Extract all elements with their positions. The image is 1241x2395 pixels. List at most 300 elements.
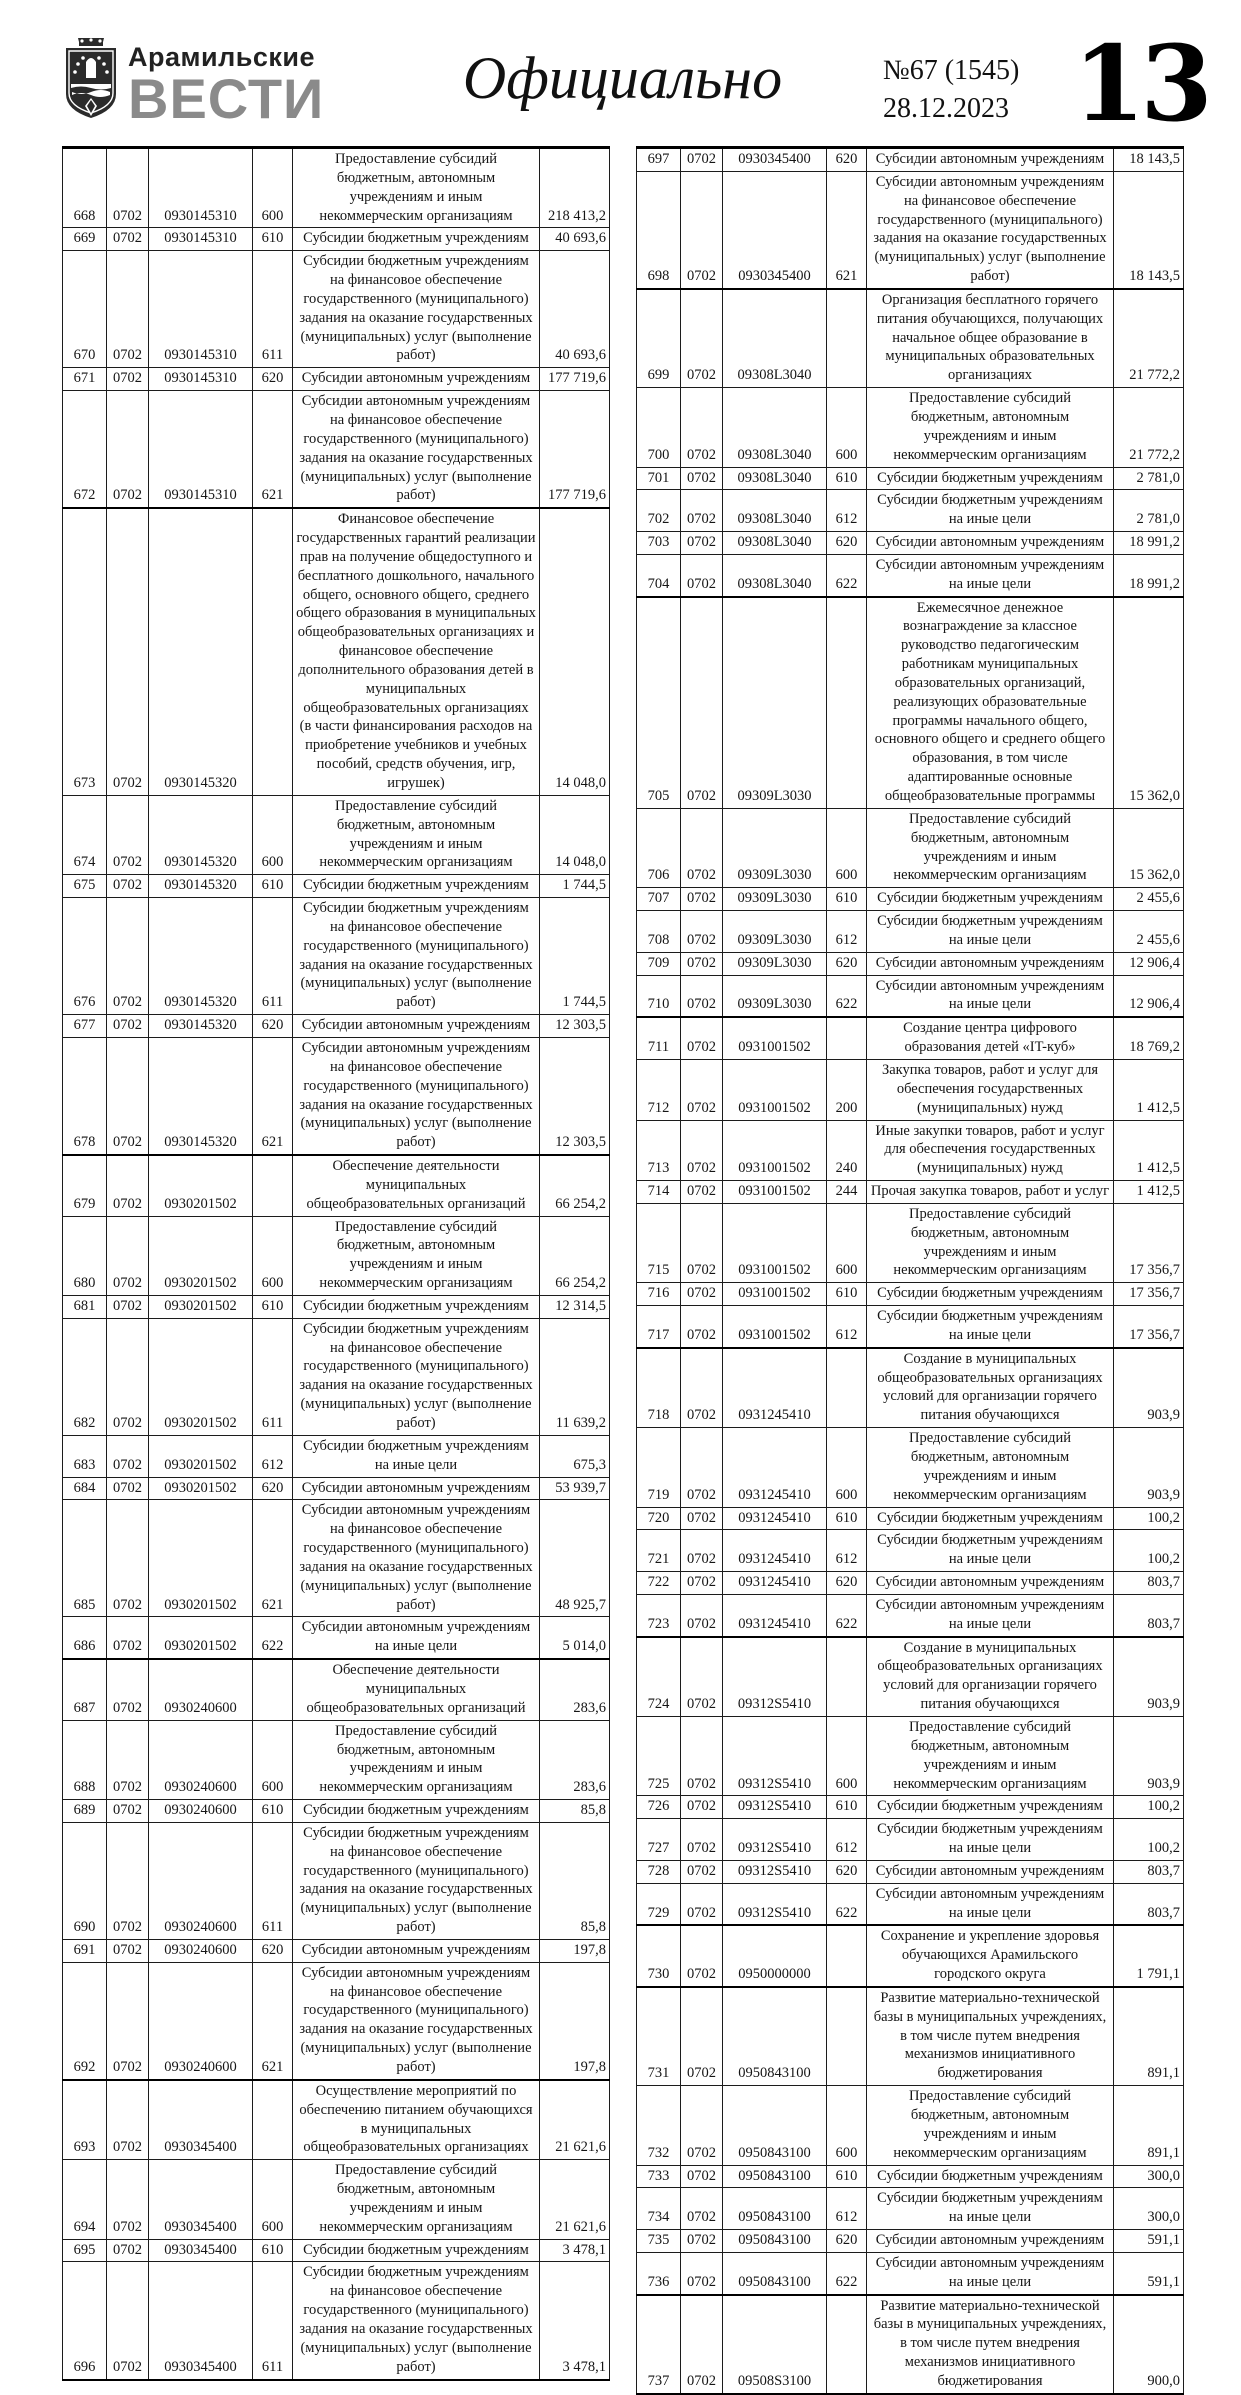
description-cell: Субсидии автономным учреждениям на финансовое обеспечение государственного (муниципального) задания на оказание государственных (муниципальных) услуг (выполнение работ) xyxy=(293,1037,540,1155)
section-code-cell: 0702 xyxy=(107,795,149,874)
row-number-cell: 735 xyxy=(637,2230,681,2253)
amount-cell: 21 621,6 xyxy=(540,2080,610,2160)
row-number-cell: 719 xyxy=(637,1428,681,1507)
program-code-cell: 09309L3030 xyxy=(723,975,827,1017)
section-code-cell: 0702 xyxy=(681,1819,723,1861)
program-code-cell: 0950843100 xyxy=(723,2188,827,2230)
expense-type-cell xyxy=(827,1987,867,2086)
expense-type-cell: 244 xyxy=(827,1181,867,1204)
program-code-cell: 0930145320 xyxy=(149,1037,253,1155)
program-code-cell: 0931245410 xyxy=(723,1428,827,1507)
program-code-cell: 0931001502 xyxy=(723,1283,827,1306)
section-code-cell: 0702 xyxy=(107,391,149,509)
expense-type-cell: 600 xyxy=(253,795,293,874)
description-cell: Субсидии автономным учреждениям xyxy=(867,952,1114,975)
program-code-cell: 0930201502 xyxy=(149,1155,253,1216)
table-row xyxy=(637,1987,1184,2086)
section-code-cell: 0702 xyxy=(107,1216,149,1295)
amount-cell: 15 362,0 xyxy=(1114,597,1184,809)
expense-type-cell: 620 xyxy=(827,1572,867,1595)
amount-cell: 283,6 xyxy=(540,1659,610,1720)
section-code-cell: 0702 xyxy=(681,1120,723,1181)
expense-type-cell: 600 xyxy=(827,2086,867,2165)
table-row xyxy=(637,532,1184,555)
table-row xyxy=(637,1306,1184,1348)
amount-cell: 803,7 xyxy=(1114,1883,1184,1925)
description-cell: Предоставление субсидий бюджетным, автономным учреждениям и иным некоммерческим организациям xyxy=(867,1203,1114,1282)
table-row xyxy=(63,1435,610,1477)
amount-cell: 803,7 xyxy=(1114,1594,1184,1636)
amount-cell: 14 048,0 xyxy=(540,795,610,874)
row-number-cell: 705 xyxy=(637,597,681,809)
program-code-cell: 09309L3030 xyxy=(723,911,827,953)
program-code-cell: 0930201502 xyxy=(149,1295,253,1318)
row-number-cell: 691 xyxy=(63,1939,107,1962)
description-cell: Субсидии автономным учреждениям на иные цели xyxy=(867,975,1114,1017)
section-code-cell: 0702 xyxy=(107,1720,149,1799)
section-code-cell: 0702 xyxy=(681,1530,723,1572)
description-cell: Субсидии бюджетным учреждениям на иные цели xyxy=(867,1819,1114,1861)
section-code-cell: 0702 xyxy=(681,171,723,289)
description-cell: Субсидии бюджетным учреждениям xyxy=(867,467,1114,490)
description-cell: Субсидии бюджетным учреждениям xyxy=(293,1800,540,1823)
description-cell: Предоставление субсидий бюджетным, автономным учреждениям и иным некоммерческим организациям xyxy=(293,1216,540,1295)
row-number-cell: 678 xyxy=(63,1037,107,1155)
expense-type-cell: 610 xyxy=(827,1507,867,1530)
table-row xyxy=(637,1059,1184,1120)
program-code-cell: 09508S3100 xyxy=(723,2295,827,2394)
description-cell: Субсидии автономным учреждениям на иные цели xyxy=(867,1594,1114,1636)
table-row xyxy=(63,1477,610,1500)
expense-type-cell xyxy=(827,1348,867,1428)
description-cell: Закупка товаров, работ и услуг для обеспечения государственных (муниципальных) нужд xyxy=(867,1059,1114,1120)
section-code-cell: 0702 xyxy=(107,1939,149,1962)
description-cell: Субсидии бюджетным учреждениям на иные цели xyxy=(867,490,1114,532)
program-code-cell: 0950843100 xyxy=(723,2165,827,2188)
amount-cell: 1 791,1 xyxy=(1114,1925,1184,1987)
description-cell: Создание центра цифрового образования детей «IT-куб» xyxy=(867,1017,1114,1059)
table-row xyxy=(63,228,610,251)
program-code-cell: 0931245410 xyxy=(723,1530,827,1572)
row-number-cell: 693 xyxy=(63,2080,107,2160)
expense-type-cell: 612 xyxy=(827,1530,867,1572)
row-number-cell: 669 xyxy=(63,228,107,251)
program-code-cell: 09309L3030 xyxy=(723,808,827,887)
masthead xyxy=(62,22,1208,145)
description-cell: Субсидии автономным учреждениям на финансовое обеспечение государственного (муниципального) задания на оказание государственных (муниципальных) услуг (выполнение работ) xyxy=(293,1962,540,2080)
amount-cell: 17 356,7 xyxy=(1114,1203,1184,1282)
amount-cell: 900,0 xyxy=(1114,2295,1184,2394)
amount-cell: 12 906,4 xyxy=(1114,975,1184,1017)
program-code-cell: 09312S5410 xyxy=(723,1860,827,1883)
section-code-cell: 0702 xyxy=(681,1883,723,1925)
row-number-cell: 715 xyxy=(637,1203,681,1282)
row-number-cell: 706 xyxy=(637,808,681,887)
amount-cell: 1 744,5 xyxy=(540,898,610,1015)
program-code-cell: 0930145310 xyxy=(149,148,253,228)
program-code-cell: 0930145320 xyxy=(149,795,253,874)
expense-type-cell: 600 xyxy=(253,2160,293,2239)
expense-type-cell: 620 xyxy=(253,1477,293,1500)
description-cell: Субсидии бюджетным учреждениям xyxy=(867,2165,1114,2188)
row-number-cell: 731 xyxy=(637,1987,681,2086)
description-cell: Субсидии автономным учреждениям на иные цели xyxy=(293,1617,540,1659)
description-cell: Субсидии бюджетным учреждениям xyxy=(867,1507,1114,1530)
amount-cell: 3 478,1 xyxy=(540,2262,610,2380)
amount-cell: 11 639,2 xyxy=(540,1318,610,1435)
row-number-cell: 732 xyxy=(637,2086,681,2165)
expense-type-cell xyxy=(827,597,867,809)
table-row xyxy=(63,251,610,368)
table-row xyxy=(637,467,1184,490)
section-code-cell: 0702 xyxy=(107,1318,149,1435)
table-row xyxy=(63,1617,610,1659)
table-row xyxy=(63,1939,610,1962)
row-number-cell: 690 xyxy=(63,1822,107,1939)
row-number-cell: 718 xyxy=(637,1348,681,1428)
section-code-cell: 0702 xyxy=(681,1348,723,1428)
amount-cell: 18 143,5 xyxy=(1114,171,1184,289)
expense-type-cell: 620 xyxy=(827,952,867,975)
program-code-cell: 0931245410 xyxy=(723,1594,827,1636)
issue-number: №67 (1545) xyxy=(883,55,1020,86)
table-row xyxy=(637,888,1184,911)
table-row xyxy=(637,148,1184,172)
section-code-cell: 0702 xyxy=(681,597,723,809)
table-row xyxy=(637,911,1184,953)
description-cell: Осуществление мероприятий по обеспечению питанием обучающихся в муниципальных общеобразовательных организациях xyxy=(293,2080,540,2160)
row-number-cell: 712 xyxy=(637,1059,681,1120)
description-cell: Субсидии бюджетным учреждениям на иные цели xyxy=(867,2188,1114,2230)
row-number-cell: 689 xyxy=(63,1800,107,1823)
table-row xyxy=(637,171,1184,289)
table-row xyxy=(637,1594,1184,1636)
program-code-cell: 0930345400 xyxy=(149,2080,253,2160)
expense-type-cell: 612 xyxy=(827,911,867,953)
description-cell: Предоставление субсидий бюджетным, автономным учреждениям и иным некоммерческим организациям xyxy=(867,808,1114,887)
description-cell: Предоставление субсидий бюджетным, автономным учреждениям и иным некоммерческим организациям xyxy=(867,1428,1114,1507)
row-number-cell: 686 xyxy=(63,1617,107,1659)
program-code-cell: 09308L3040 xyxy=(723,532,827,555)
program-code-cell: 0931001502 xyxy=(723,1120,827,1181)
amount-cell: 21 772,2 xyxy=(1114,289,1184,388)
table-row xyxy=(63,1659,610,1720)
description-cell: Субсидии автономным учреждениям на финансовое обеспечение государственного (муниципального) задания на оказание государственных (муниципальных) услуг (выполнение работ) xyxy=(293,391,540,509)
section-code-cell: 0702 xyxy=(107,148,149,228)
program-code-cell: 0930201502 xyxy=(149,1435,253,1477)
table-row xyxy=(637,554,1184,596)
amount-cell: 5 014,0 xyxy=(540,1617,610,1659)
description-cell: Субсидии бюджетным учреждениям на финансовое обеспечение государственного (муниципального) задания на оказание государственных (муниципальных) услуг (выполнение работ) xyxy=(293,1318,540,1435)
description-cell: Субсидии автономным учреждениям на иные цели xyxy=(867,1883,1114,1925)
row-number-cell: 685 xyxy=(63,1500,107,1617)
description-cell: Субсидии бюджетным учреждениям xyxy=(867,1283,1114,1306)
section-title: Официально xyxy=(462,45,783,111)
expense-type-cell: 600 xyxy=(827,1716,867,1795)
expense-type-cell: 611 xyxy=(253,1822,293,1939)
amount-cell: 12 906,4 xyxy=(1114,952,1184,975)
table-row xyxy=(637,1507,1184,1530)
expense-type-cell: 620 xyxy=(253,368,293,391)
expense-type-cell: 610 xyxy=(827,888,867,911)
amount-cell: 177 719,6 xyxy=(540,368,610,391)
program-code-cell: 0931245410 xyxy=(723,1348,827,1428)
amount-cell: 218 413,2 xyxy=(540,148,610,228)
expense-type-cell: 610 xyxy=(253,875,293,898)
program-code-cell: 0950843100 xyxy=(723,2230,827,2253)
table-row xyxy=(63,508,610,795)
expense-type-cell: 610 xyxy=(827,2165,867,2188)
row-number-cell: 701 xyxy=(637,467,681,490)
table-row xyxy=(637,975,1184,1017)
section-code-cell: 0702 xyxy=(681,1925,723,1987)
table-row xyxy=(637,1283,1184,1306)
table-row xyxy=(63,148,610,228)
section-code-cell: 0702 xyxy=(681,1306,723,1348)
section-code-cell: 0702 xyxy=(681,2230,723,2253)
amount-cell: 803,7 xyxy=(1114,1572,1184,1595)
section-code-cell: 0702 xyxy=(107,1822,149,1939)
program-code-cell: 0931001502 xyxy=(723,1203,827,1282)
description-cell: Предоставление субсидий бюджетным, автономным учреждениям и иным некоммерческим организациям xyxy=(293,795,540,874)
section-code-cell: 0702 xyxy=(107,251,149,368)
expense-type-cell: 610 xyxy=(253,2239,293,2262)
table-row xyxy=(63,875,610,898)
section-code-cell: 0702 xyxy=(681,1637,723,1717)
amount-cell: 17 356,7 xyxy=(1114,1283,1184,1306)
expense-type-cell: 610 xyxy=(827,1283,867,1306)
amount-cell: 100,2 xyxy=(1114,1507,1184,1530)
program-code-cell: 0950843100 xyxy=(723,2252,827,2294)
budget-table-right xyxy=(636,146,1184,2395)
section-code-cell: 0702 xyxy=(681,148,723,172)
expense-type-cell: 620 xyxy=(253,1015,293,1038)
expense-type-cell: 611 xyxy=(253,2262,293,2380)
expense-type-cell: 621 xyxy=(253,391,293,509)
description-cell: Субсидии бюджетным учреждениям на иные цели xyxy=(867,1530,1114,1572)
program-code-cell: 0931001502 xyxy=(723,1181,827,1204)
program-code-cell: 09308L3040 xyxy=(723,388,827,467)
section-code-cell: 0702 xyxy=(681,1428,723,1507)
row-number-cell: 677 xyxy=(63,1015,107,1038)
description-cell: Субсидии бюджетным учреждениям xyxy=(867,1796,1114,1819)
issue-block xyxy=(883,34,1073,128)
amount-cell: 100,2 xyxy=(1114,1530,1184,1572)
program-code-cell: 0930201502 xyxy=(149,1216,253,1295)
section-code-cell: 0702 xyxy=(681,1181,723,1204)
description-cell: Субсидии автономным учреждениям xyxy=(867,148,1114,172)
table-row xyxy=(63,2080,610,2160)
expense-type-cell: 611 xyxy=(253,898,293,1015)
table-row xyxy=(637,952,1184,975)
program-code-cell: 0930240600 xyxy=(149,1800,253,1823)
program-code-cell: 09308L3040 xyxy=(723,289,827,388)
section-code-cell: 0702 xyxy=(107,1295,149,1318)
description-cell: Субсидии бюджетным учреждениям на иные цели xyxy=(293,1435,540,1477)
description-cell: Субсидии бюджетным учреждениям xyxy=(867,888,1114,911)
table-row xyxy=(637,1925,1184,1987)
amount-cell: 40 693,6 xyxy=(540,251,610,368)
section-code-cell: 0702 xyxy=(681,2188,723,2230)
amount-cell: 66 254,2 xyxy=(540,1216,610,1295)
expense-type-cell: 621 xyxy=(253,1500,293,1617)
expense-type-cell xyxy=(827,1017,867,1059)
amount-cell: 903,9 xyxy=(1114,1716,1184,1795)
table-row xyxy=(637,490,1184,532)
description-cell: Финансовое обеспечение государственных гарантий реализации прав на получение общедоступного и бесплатного дошкольного, начального общего, основного общего, среднего общего образования в муниципальных общеобразовательных организациях и финансовое обеспечение дополнительного образования детей в муниципальных общеобразовательных организациях (в части финансирования расходов на приобретение учебников и учебных пособий, средств обучения, игр, игрушек) xyxy=(293,508,540,795)
amount-cell: 1 412,5 xyxy=(1114,1120,1184,1181)
newspaper-logo xyxy=(62,34,362,130)
logo-title-top: Арамильские xyxy=(128,42,315,72)
table-row xyxy=(637,1860,1184,1883)
row-number-cell: 682 xyxy=(63,1318,107,1435)
description-cell: Субсидии автономным учреждениям на финансовое обеспечение государственного (муниципального) задания на оказание государственных (муниципальных) услуг (выполнение работ) xyxy=(867,171,1114,289)
row-number-cell: 674 xyxy=(63,795,107,874)
row-number-cell: 700 xyxy=(637,388,681,467)
amount-cell: 14 048,0 xyxy=(540,508,610,795)
amount-cell: 675,3 xyxy=(540,1435,610,1477)
row-number-cell: 694 xyxy=(63,2160,107,2239)
section-code-cell: 0702 xyxy=(107,2080,149,2160)
amount-cell: 100,2 xyxy=(1114,1819,1184,1861)
amount-cell: 591,1 xyxy=(1114,2252,1184,2294)
expense-type-cell: 620 xyxy=(827,1860,867,1883)
section-code-cell: 0702 xyxy=(107,875,149,898)
row-number-cell: 699 xyxy=(637,289,681,388)
program-code-cell: 0930145320 xyxy=(149,875,253,898)
row-number-cell: 670 xyxy=(63,251,107,368)
section-code-cell: 0702 xyxy=(681,467,723,490)
expense-type-cell: 610 xyxy=(253,228,293,251)
amount-cell: 12 314,5 xyxy=(540,1295,610,1318)
row-number-cell: 684 xyxy=(63,1477,107,1500)
expense-type-cell: 612 xyxy=(827,490,867,532)
description-cell: Субсидии автономным учреждениям xyxy=(293,1477,540,1500)
expense-type-cell: 620 xyxy=(827,532,867,555)
row-number-cell: 726 xyxy=(637,1796,681,1819)
table-row xyxy=(637,1428,1184,1507)
section-code-cell: 0702 xyxy=(681,1594,723,1636)
program-code-cell: 0930201502 xyxy=(149,1477,253,1500)
expense-type-cell xyxy=(827,1637,867,1717)
table-row xyxy=(63,1015,610,1038)
description-cell: Создание в муниципальных общеобразовательных организациях условий для организации горячего питания обучающихся xyxy=(867,1637,1114,1717)
table-row xyxy=(63,1962,610,2080)
amount-cell: 891,1 xyxy=(1114,1987,1184,2086)
amount-cell: 53 939,7 xyxy=(540,1477,610,1500)
table-row xyxy=(63,1720,610,1799)
row-number-cell: 697 xyxy=(637,148,681,172)
program-code-cell: 0930201502 xyxy=(149,1318,253,1435)
program-code-cell: 0930240600 xyxy=(149,1720,253,1799)
expense-type-cell xyxy=(827,1925,867,1987)
row-number-cell: 680 xyxy=(63,1216,107,1295)
row-number-cell: 724 xyxy=(637,1637,681,1717)
program-code-cell: 09309L3030 xyxy=(723,952,827,975)
row-number-cell: 723 xyxy=(637,1594,681,1636)
row-number-cell: 698 xyxy=(637,171,681,289)
table-row xyxy=(63,1216,610,1295)
table-row xyxy=(637,2188,1184,2230)
section-code-cell: 0702 xyxy=(681,532,723,555)
table-row xyxy=(637,1530,1184,1572)
row-number-cell: 721 xyxy=(637,1530,681,1572)
row-number-cell: 679 xyxy=(63,1155,107,1216)
row-number-cell: 695 xyxy=(63,2239,107,2262)
section-code-cell: 0702 xyxy=(107,2239,149,2262)
program-code-cell: 0930240600 xyxy=(149,1659,253,1720)
expense-type-cell: 600 xyxy=(827,1428,867,1507)
section-code-cell: 0702 xyxy=(107,1037,149,1155)
program-code-cell: 09312S5410 xyxy=(723,1796,827,1819)
expense-type-cell: 600 xyxy=(253,1216,293,1295)
amount-cell: 903,9 xyxy=(1114,1428,1184,1507)
row-number-cell: 681 xyxy=(63,1295,107,1318)
table-row xyxy=(63,1318,610,1435)
program-code-cell: 0930145310 xyxy=(149,251,253,368)
section-code-cell: 0702 xyxy=(681,911,723,953)
amount-cell: 40 693,6 xyxy=(540,228,610,251)
expense-type-cell: 622 xyxy=(827,1883,867,1925)
section-code-cell: 0702 xyxy=(107,2160,149,2239)
description-cell: Предоставление субсидий бюджетным, автономным учреждениям и иным некоммерческим организациям xyxy=(293,2160,540,2239)
description-cell: Обеспечение деятельности муниципальных общеобразовательных организаций xyxy=(293,1659,540,1720)
amount-cell: 18 991,2 xyxy=(1114,554,1184,596)
table-row xyxy=(63,1155,610,1216)
program-code-cell: 0930201502 xyxy=(149,1617,253,1659)
amount-cell: 1 744,5 xyxy=(540,875,610,898)
table-row xyxy=(637,1819,1184,1861)
amount-cell: 2 781,0 xyxy=(1114,490,1184,532)
row-number-cell: 708 xyxy=(637,911,681,953)
amount-cell: 21 772,2 xyxy=(1114,388,1184,467)
row-number-cell: 696 xyxy=(63,2262,107,2380)
program-code-cell: 0930145320 xyxy=(149,508,253,795)
program-code-cell: 0930201502 xyxy=(149,1500,253,1617)
row-number-cell: 668 xyxy=(63,148,107,228)
program-code-cell: 09312S5410 xyxy=(723,1819,827,1861)
table-row xyxy=(637,2295,1184,2394)
section-code-cell: 0702 xyxy=(107,1800,149,1823)
section-code-cell: 0702 xyxy=(681,554,723,596)
section-code-cell: 0702 xyxy=(681,975,723,1017)
row-number-cell: 688 xyxy=(63,1720,107,1799)
program-code-cell: 09312S5410 xyxy=(723,1716,827,1795)
program-code-cell: 0931245410 xyxy=(723,1507,827,1530)
description-cell: Субсидии бюджетным учреждениям на финансовое обеспечение государственного (муниципального) задания на оказание государственных (муниципальных) услуг (выполнение работ) xyxy=(293,1822,540,1939)
expense-type-cell: 610 xyxy=(827,1796,867,1819)
row-number-cell: 730 xyxy=(637,1925,681,1987)
table-row xyxy=(63,898,610,1015)
row-number-cell: 725 xyxy=(637,1716,681,1795)
issue-date: 28.12.2023 xyxy=(883,92,1009,124)
table-row xyxy=(637,2230,1184,2253)
amount-cell: 591,1 xyxy=(1114,2230,1184,2253)
section-code-cell: 0702 xyxy=(681,1572,723,1595)
program-code-cell: 09312S5410 xyxy=(723,1883,827,1925)
table-row xyxy=(63,1822,610,1939)
expense-type-cell: 200 xyxy=(827,1059,867,1120)
program-code-cell: 0930240600 xyxy=(149,1939,253,1962)
amount-cell: 18 991,2 xyxy=(1114,532,1184,555)
expense-type-cell: 600 xyxy=(253,148,293,228)
description-cell: Субсидии бюджетным учреждениям на иные цели xyxy=(867,1306,1114,1348)
amount-cell: 1 412,5 xyxy=(1114,1181,1184,1204)
expense-type-cell: 620 xyxy=(827,148,867,172)
table-row xyxy=(637,2086,1184,2165)
table-row xyxy=(637,1637,1184,1717)
amount-cell: 2 455,6 xyxy=(1114,888,1184,911)
